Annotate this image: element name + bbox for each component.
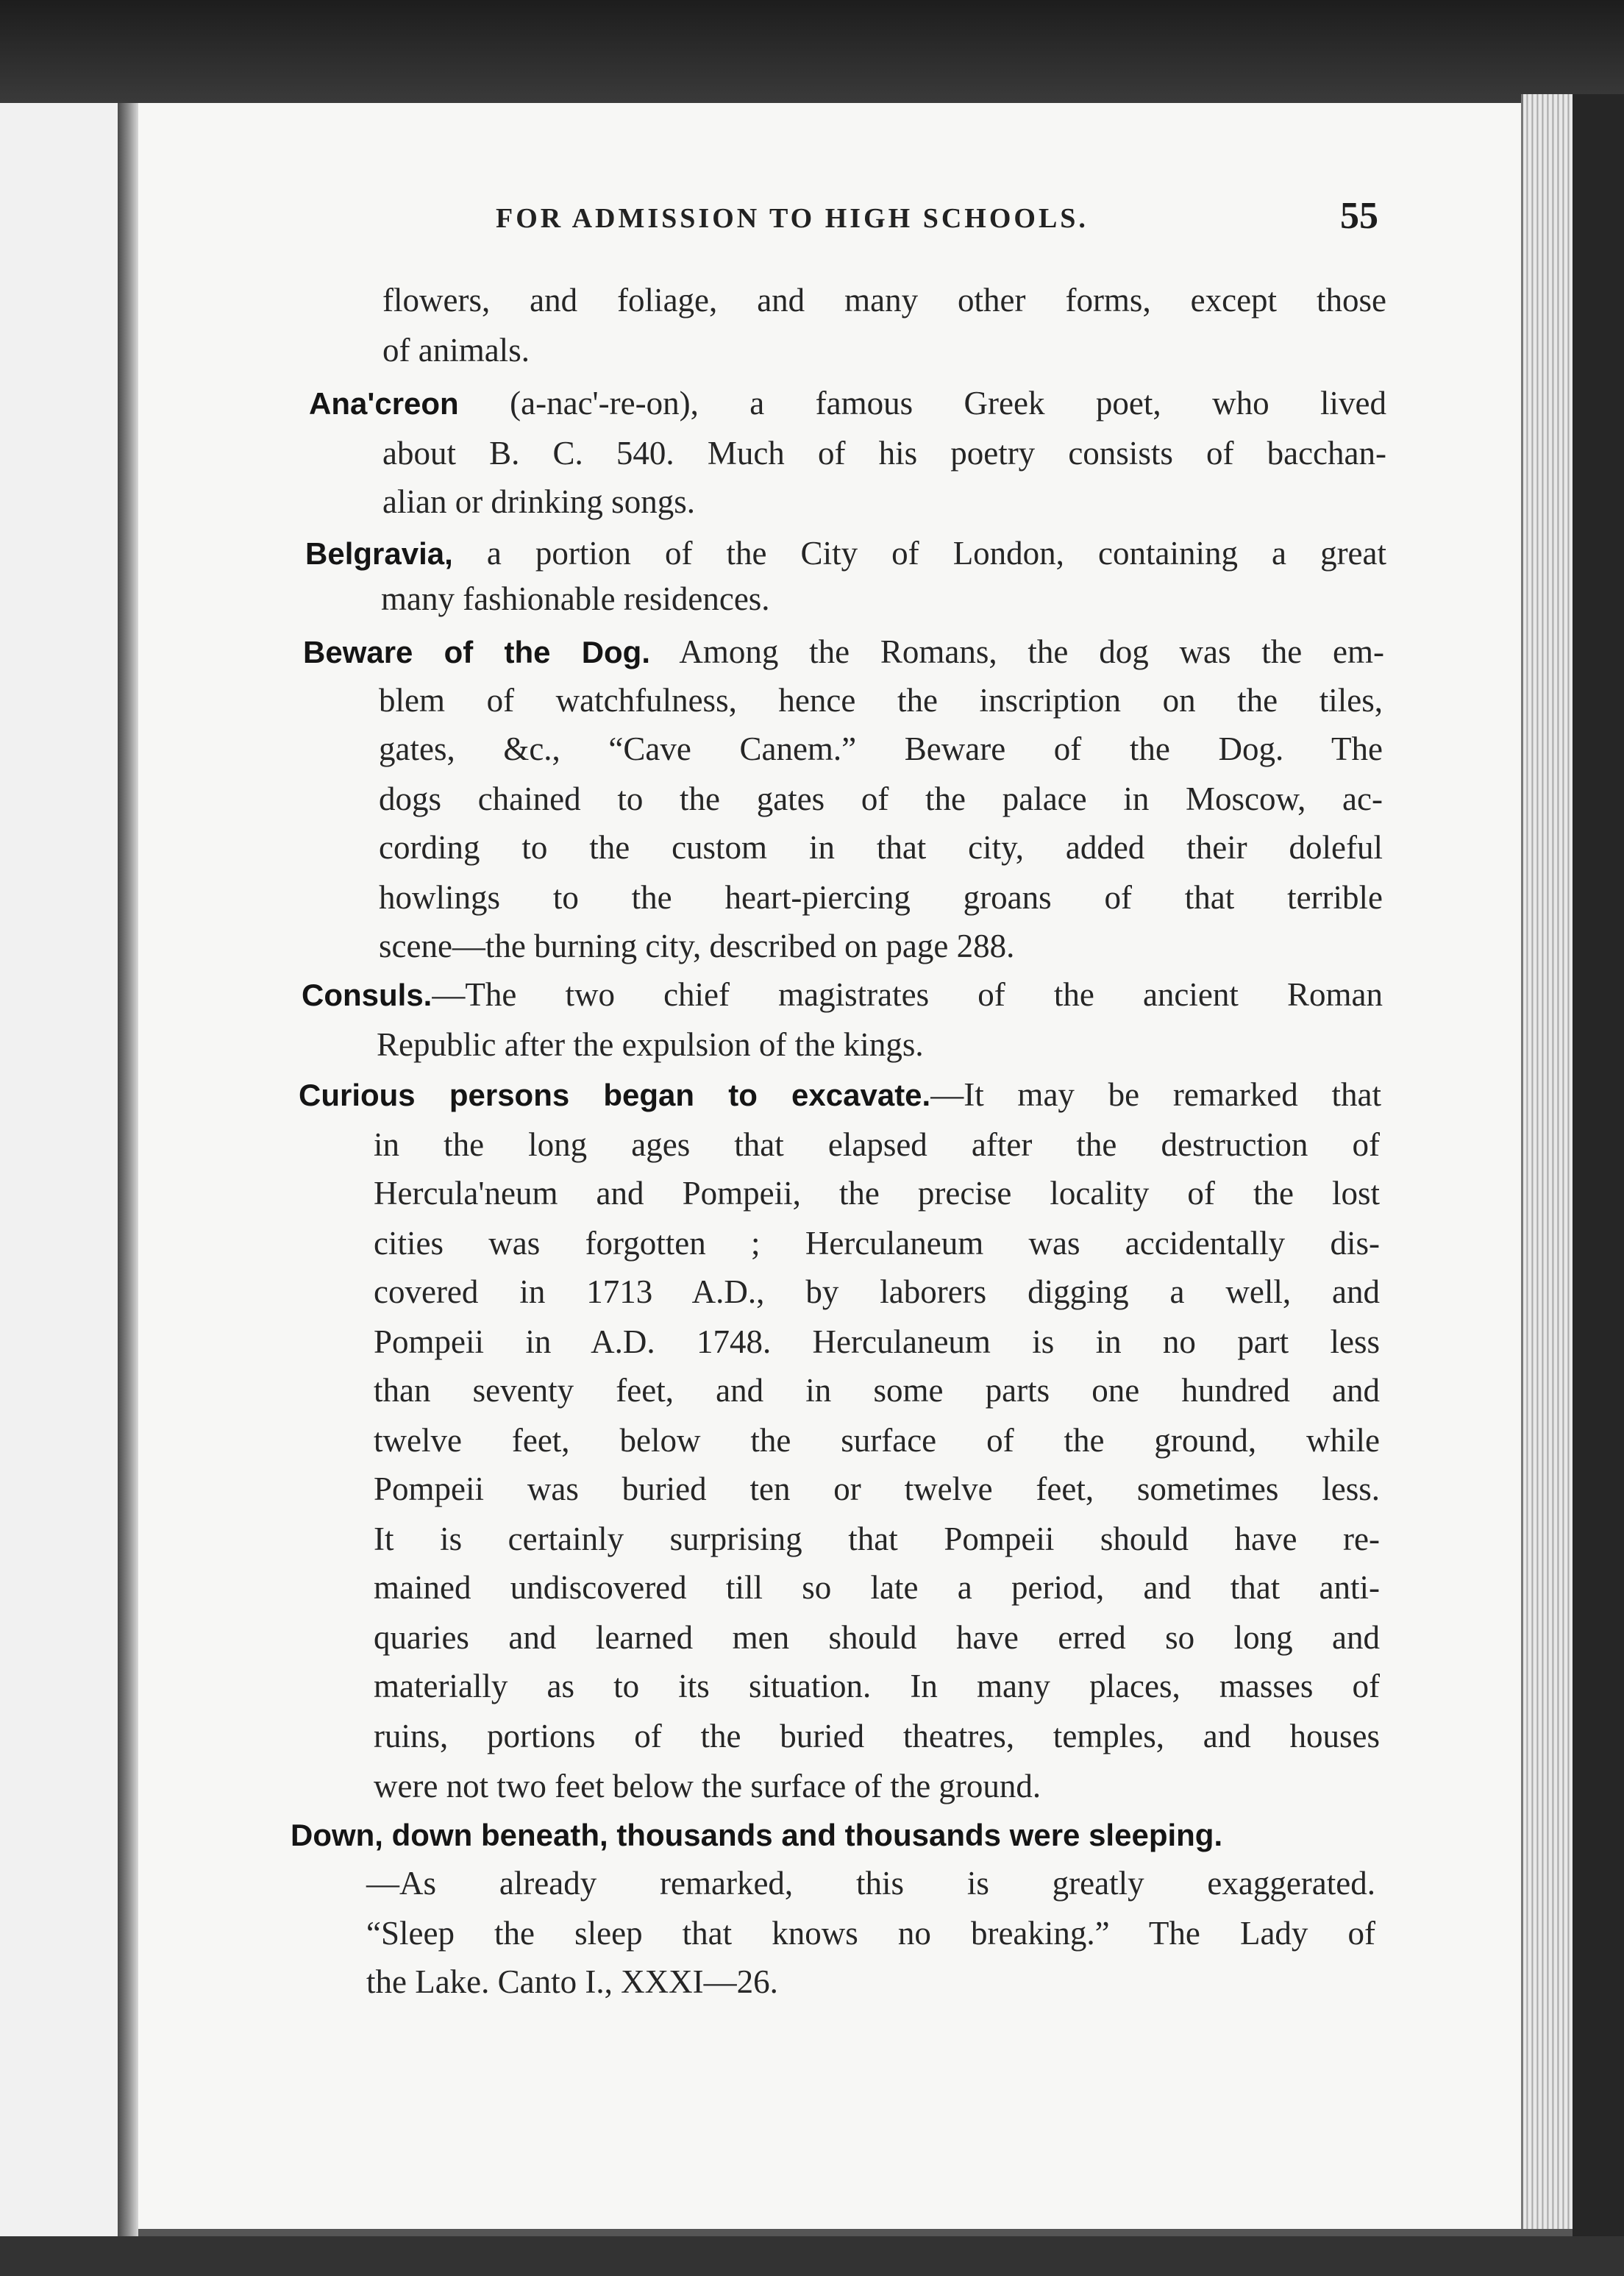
- text-line: “Sleep the sleep that knows no breaking.” The Lady of: [366, 1915, 1375, 1952]
- glossary-term: Belgravia,: [305, 536, 453, 571]
- glossary-entry-first-line: [305, 531, 1386, 576]
- text-line: materially as to its situation. In many places, masses of: [374, 1668, 1380, 1704]
- entry-text: —The two chief magistrates of the ancient Roman: [432, 976, 1383, 1013]
- text-line: scene—the burning city, described on page 288.: [379, 928, 1015, 964]
- text-line: flowers, and foliage, and many other forms, except those: [382, 282, 1386, 319]
- text-line: Pompeii was buried ten or twelve feet, sometimes less.: [374, 1470, 1380, 1507]
- text-line: Pompeii in A.D. 1748. Herculaneum is in no part less: [374, 1323, 1380, 1360]
- text-line: twelve feet, below the surface of the ground, while: [374, 1422, 1380, 1459]
- text-line: the Lake. Canto I., XXXI—26.: [366, 1963, 778, 2000]
- text-line: cording to the custom in that city, added their doleful: [379, 829, 1383, 866]
- glossary-term: Beware of the Dog.: [303, 635, 651, 669]
- glossary-entry-first-line: [299, 1073, 1381, 1117]
- glossary-entry-first-line: [303, 630, 1384, 675]
- glossary-term: Ana'creon: [309, 386, 459, 421]
- text-line: —As already remarked, this is greatly exaggerated.: [366, 1865, 1375, 1902]
- text-line: in the long ages that elapsed after the destruction of: [374, 1126, 1380, 1163]
- text-line: howlings to the heart-piercing groans of that terrible: [379, 879, 1383, 916]
- glossary-entry-first-line: [302, 972, 1383, 1017]
- entry-text: —It may be remarked that: [930, 1076, 1381, 1113]
- text-line: It is certainly surprising that Pompeii should have re-: [374, 1521, 1380, 1557]
- text-line: cities was forgotten ; Herculaneum was accidentally dis-: [374, 1225, 1380, 1262]
- text-line: dogs chained to the gates of the palace in Moscow, ac-: [379, 780, 1383, 817]
- glossary-term: Consuls.: [302, 978, 432, 1012]
- text-line: quaries and learned men should have erred so long and: [374, 1619, 1380, 1656]
- text-line: many fashionable residences.: [381, 580, 770, 617]
- glossary-term: Curious persons began to excavate.: [299, 1078, 931, 1112]
- entry-text: a portion of the City of London, containing a great: [452, 535, 1386, 572]
- glossary-term: Down, down beneath, thousands and thousands were sleeping.: [291, 1818, 1223, 1852]
- text-line: Republic after the expulsion of the kings.: [377, 1026, 924, 1063]
- text-line: were not two feet below the surface of the ground.: [374, 1768, 1041, 1804]
- text-line: covered in 1713 A.D., by laborers digging a well, and: [374, 1273, 1380, 1310]
- text-line: gates, &c., “Cave Canem.” Beware of the Dog. The: [379, 730, 1383, 767]
- text-line: alian or drinking songs.: [382, 483, 695, 520]
- entry-text: (a-nac'-re-on), a famous Greek poet, who lived: [458, 385, 1386, 422]
- glossary-entry-first-line: [291, 1813, 1379, 1857]
- text-line: than seventy feet, and in some parts one hundred and: [374, 1372, 1380, 1409]
- entry-text: Among the Romans, the dog was the em-: [650, 633, 1384, 670]
- text-line: about B. C. 540. Much of his poetry consists of bacchan-: [382, 435, 1386, 472]
- text-line: Hercula'neum and Pompeii, the precise locality of the lost: [374, 1175, 1380, 1212]
- text-line: of animals.: [382, 332, 530, 369]
- glossary-entry-first-line: [309, 381, 1386, 426]
- page-number: 55: [1340, 195, 1378, 237]
- text-line: blem of watchfulness, hence the inscription on the tiles,: [379, 682, 1383, 719]
- text-line: ruins, portions of the buried theatres, temples, and houses: [374, 1718, 1380, 1754]
- running-head: FOR ADMISSION TO HIGH SCHOOLS.: [496, 203, 1089, 234]
- text-line: mained undiscovered till so late a period, and that anti-: [374, 1569, 1380, 1606]
